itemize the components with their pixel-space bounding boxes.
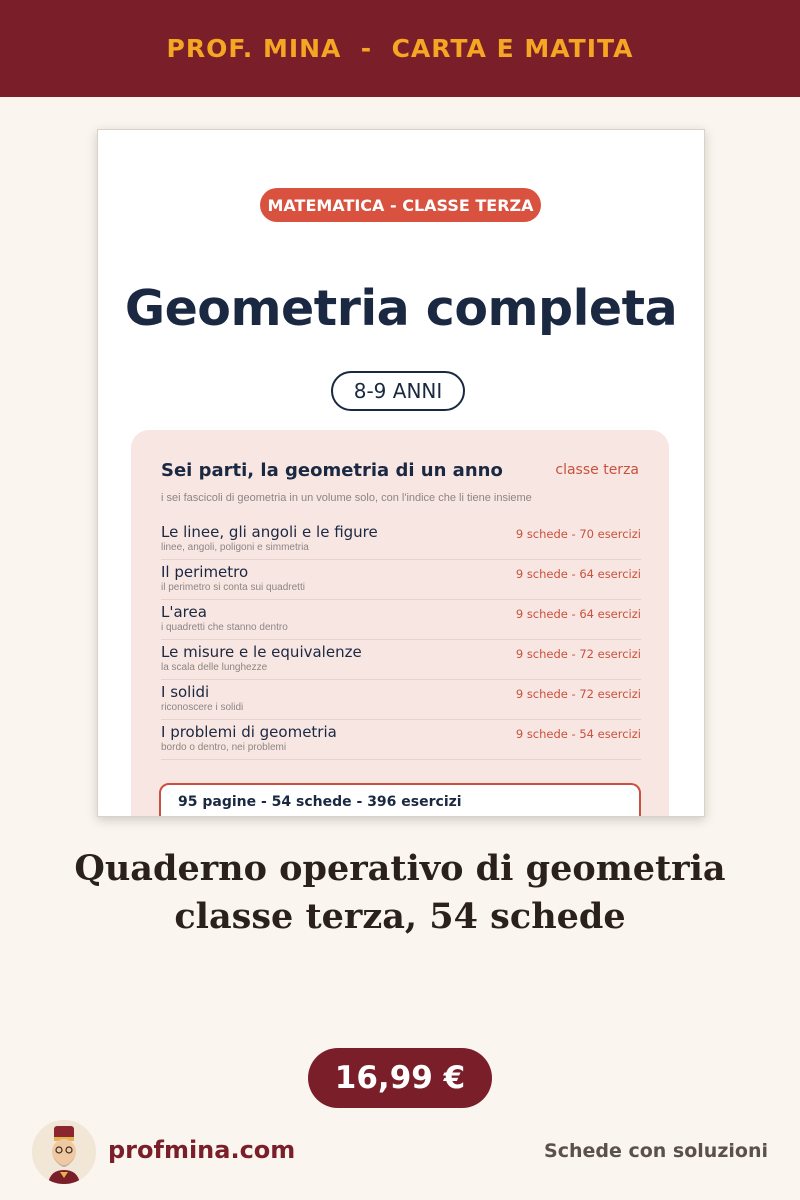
toc-item-title: I solidi bbox=[161, 683, 210, 701]
professor-avatar-icon bbox=[32, 1120, 96, 1184]
toc-item-subtitle: riconoscere i solidi bbox=[161, 702, 244, 713]
toc-description: i sei fascicoli di geometria in un volume solo, con l'indice che li tiene insieme bbox=[161, 492, 532, 504]
toc-class-label: classe terza bbox=[555, 462, 639, 478]
tagline: Schede con soluzioni bbox=[544, 1140, 768, 1162]
toc-item-count: 9 schede - 72 esercizi bbox=[515, 647, 641, 661]
age-badge: 8-9 ANNI bbox=[331, 371, 465, 411]
table-of-contents bbox=[131, 430, 669, 817]
toc-item-title: L'area bbox=[161, 603, 207, 621]
toc-item-count: 9 schede - 64 esercizi bbox=[515, 567, 641, 581]
toc-item bbox=[161, 720, 641, 760]
toc-item-subtitle: la scala delle lunghezze bbox=[161, 662, 268, 673]
toc-item-count: 9 schede - 72 esercizi bbox=[515, 687, 641, 701]
product-title-line-2: classe terza, 54 schede bbox=[174, 896, 626, 937]
toc-item-subtitle: il perimetro si conta sui quadretti bbox=[161, 582, 305, 593]
toc-title: Sei parti, la geometria di un anno bbox=[161, 460, 503, 481]
toc-item bbox=[161, 680, 641, 720]
toc-item bbox=[161, 560, 641, 600]
toc-item-count: 9 schede - 64 esercizi bbox=[515, 607, 641, 621]
toc-item-title: Il perimetro bbox=[161, 563, 249, 581]
top-banner bbox=[0, 0, 800, 97]
website-link[interactable]: profmina.com bbox=[108, 1136, 296, 1164]
toc-item-count: 9 schede - 54 esercizi bbox=[515, 727, 641, 741]
toc-item-subtitle: i quadretti che stanno dentro bbox=[161, 622, 288, 633]
banner-title: PROF. MINA - CARTA E MATITA bbox=[166, 34, 634, 63]
book-cover-image[interactable] bbox=[97, 129, 705, 817]
toc-item bbox=[161, 520, 641, 560]
toc-item-subtitle: linee, angoli, poligoni e simmetria bbox=[161, 542, 309, 553]
book-title: Geometria completa bbox=[124, 280, 678, 337]
price-badge[interactable]: 16,99 € bbox=[308, 1048, 492, 1108]
summary-text: 95 pagine - 54 schede - 396 esercizi bbox=[178, 794, 462, 810]
summary-box bbox=[159, 783, 641, 817]
product-title-line-1: Quaderno operativo di geometria bbox=[74, 848, 726, 889]
product-title bbox=[40, 845, 760, 941]
toc-item-title: Le misure e le equivalenze bbox=[161, 643, 362, 661]
toc-item-title: I problemi di geometria bbox=[161, 723, 337, 741]
subject-badge: MATEMATICA - CLASSE TERZA bbox=[260, 188, 541, 222]
toc-item bbox=[161, 600, 641, 640]
toc-item-count: 9 schede - 70 esercizi bbox=[515, 527, 641, 541]
toc-item-subtitle: bordo o dentro, nei problemi bbox=[161, 742, 287, 753]
toc-item bbox=[161, 640, 641, 680]
toc-item-title: Le linee, gli angoli e le figure bbox=[161, 523, 378, 541]
